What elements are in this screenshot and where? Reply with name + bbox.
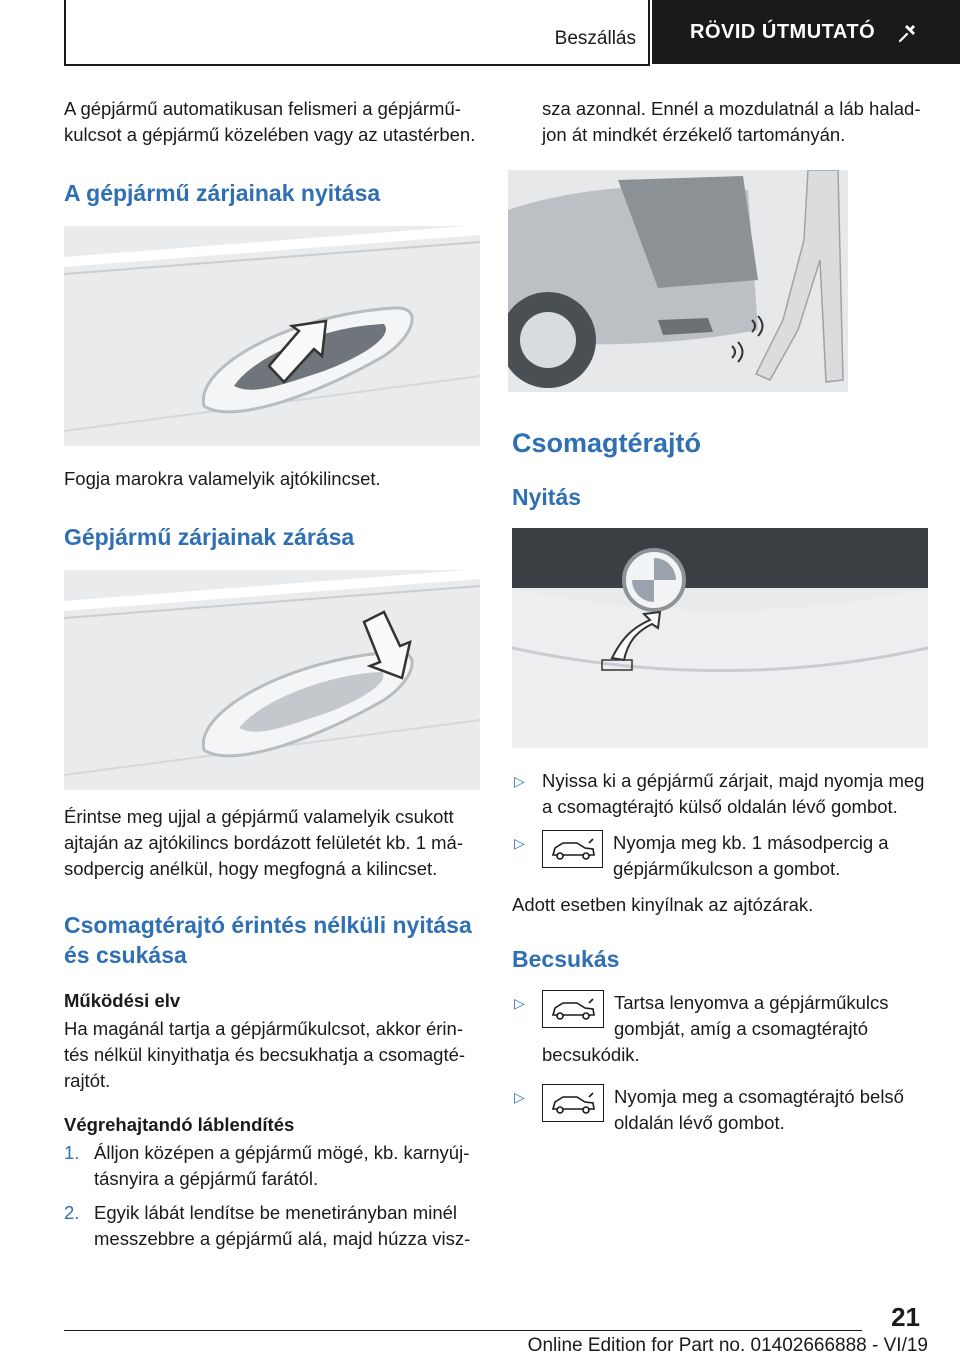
intro-paragraph: A gépjármű automatikusan felismeri a gépjárműkulcsot a gépjármű közelében vagy az utastérben. [64, 98, 476, 145]
car-key-tailgate-icon [542, 830, 603, 868]
step-text: Egyik lábát lendítse be menetirányban minél messzebbre a gépjármű alá, majd húzza visz- [94, 1202, 471, 1249]
page-number: 21 [891, 1302, 920, 1332]
door-handle-unlock-illustration [64, 226, 480, 446]
bullet-triangle: ▷ [514, 773, 525, 789]
contactless-heading: Csomagtérajtó érintés nélküli nyitása és csukása [64, 912, 472, 968]
principle-text: Ha magánál tartja a gépjárműkulcsot, akkor érintés nélkül kinyithatja és becsukhatja a csomagtérajtót. [64, 1018, 466, 1091]
continued-text: sza azonnal. Ennél a mozdulatnál a láb haladjon át mindkét érzékelő tartományán. [542, 98, 921, 145]
close-heading: Becsukás [512, 946, 620, 972]
car-key-tailgate-icon [542, 1084, 604, 1122]
tailgate-heading: Csomagtérajtó [512, 428, 702, 458]
unlock-caption: Fogja marokra valamelyik ajtókilincset. [64, 468, 381, 489]
list-item [512, 990, 928, 1068]
car-key-tailgate-icon [542, 990, 604, 1028]
bullet-triangle: ▷ [514, 995, 525, 1011]
kick-heading: Végrehajtandó láblendítés [64, 1114, 295, 1135]
tailgate-button-illustration [512, 528, 928, 748]
footer-rule [64, 1330, 862, 1331]
step-number: 1. [64, 1142, 80, 1163]
header-left-rule [64, 0, 66, 66]
pushpin-icon [897, 21, 919, 43]
open-step-text: Nyissa ki a gépjármű zárjait, majd nyomja meg a csomagtérajtó külső oldalán lévő gombot. [542, 770, 925, 817]
right-column [512, 96, 928, 1136]
lock-caption: Érintse meg ujjal a gépjármű valamelyik csukott ajtaján az ajtókilincs bordázott felületét kb. 1 másodpercig anélkül, hogy megfogná a kilincset. [64, 806, 463, 879]
open-note: Adott esetben kinyílnak az ajtózárak. [512, 894, 814, 915]
list-item [512, 830, 928, 882]
list-item [64, 1140, 480, 1192]
lock-heading: Gépjármű zárjainak zárása [64, 524, 355, 550]
open-step-text: Nyomja meg kb. 1 másodpercig a gépjárműkulcson a gombot. [613, 832, 889, 879]
footer-edition: Online Edition for Part no. 01402666888 - VI/19 [527, 1335, 928, 1356]
close-step-text: Tartsa lenyomva a gépjárműkulcs gombját, amíg a csomagtérajtó becsukódik. [542, 992, 889, 1065]
kick-sensor-illustration [508, 170, 848, 392]
list-item [512, 1084, 928, 1136]
header-separator [648, 0, 650, 66]
close-step-text: Nyomja meg a csomagtérajtó belső oldalán lévő gombot. [614, 1086, 904, 1133]
unlock-heading: A gépjármű zárjainak nyitása [64, 180, 381, 206]
door-handle-lock-illustration [64, 570, 480, 790]
step-text: Álljon középen a gépjármű mögé, kb. karnyújtásnyira a gépjármű farától. [94, 1142, 470, 1189]
step-number: 2. [64, 1202, 80, 1223]
bullet-triangle: ▷ [514, 1089, 525, 1105]
header-chapter-tab[interactable] [652, 0, 960, 64]
left-column [64, 96, 480, 1252]
bullet-triangle: ▷ [514, 835, 525, 851]
header-rule [64, 64, 648, 66]
open-heading: Nyitás [512, 484, 582, 510]
header-chapter-title: RÖVID ÚTMUTATÓ [690, 20, 876, 43]
list-item [64, 1200, 480, 1252]
header-section-title: Beszállás [554, 28, 636, 49]
list-item [512, 768, 928, 820]
principle-heading: Működési elv [64, 990, 181, 1011]
